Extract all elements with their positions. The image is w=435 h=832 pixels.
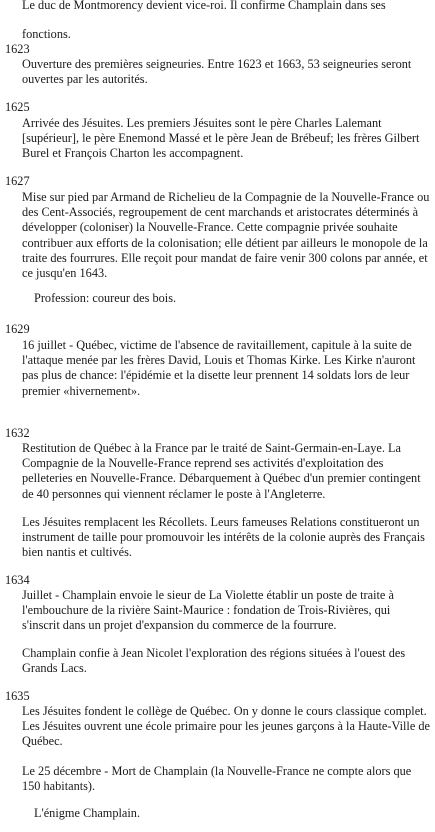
entry-paragraph: Champlain confie à Jean Nicolet l'exploration des régions situées à l'ouest des Grands Lacs. bbox=[22, 646, 406, 676]
entry-paragraph: Restitution de Québec à la France par le traité de Saint-Germain-en-Laye. La Compagnie de la Nouvelle-France reprend ses activités d'exploitation des pelleteries en Nouvelle-France. Débarquement à Québec d'un premier contingent de 40 personnes qui viennent réclamer le poste à l'Angleterre. bbox=[22, 441, 421, 501]
entry-paragraph: Mise sur pied par Armand de Richelieu de la Compagnie de la Nouvelle-France ou des Cent-Associés, regroupement de cent marchands et aristocrates déterminés à développer (coloniser) la Nouvelle-France. Cette compagnie privée souhaite contribuer aux efforts de la colonisation; elle détient par ailleurs le monopole de la traite des fourrures. Elle reçoit pour mandat de faire venir 300 colons par année, et ce jusqu'en 1643. bbox=[22, 190, 430, 281]
year-heading: 1625 bbox=[5, 100, 30, 114]
year-heading: 1632 bbox=[5, 426, 30, 440]
entry-paragraph: Le 25 décembre - Mort de Champlain (la Nouvelle-France ne compte alors que 150 habitants). bbox=[22, 764, 412, 794]
year-heading: 1627 bbox=[5, 174, 30, 188]
year-heading: 1623 bbox=[5, 42, 30, 56]
entry-note: Profession: coureur des bois. bbox=[34, 291, 177, 305]
entry-paragraph: Juillet - Champlain envoie le sieur de La Violette établir un poste de traite à l'embouchure de la rivière Saint-Maurice : fondation de Trois-Rivières, qui s'inscrit dans un projet d'expansion du commerce de la fourrure. bbox=[22, 588, 394, 633]
entry-paragraph: 16 juillet - Québec, victime de l'absence de ravitaillement, capitule à la suite de l'attaque menée par les frères David, Louis et Thomas Kirke. Les Kirke n'auront pas plus de chance: l'épidémie et la disette leur prennent 14 soldats lors de leur premier «hivernement». bbox=[22, 338, 416, 398]
entry-paragraph: Les Jésuites fondent le collège de Québec. On y donne le cours classique complet. Les Jésuites ouvrent une école primaire pour les jeunes garçons à la Haute-Ville de Québec. bbox=[22, 704, 430, 749]
entry-paragraph: Ouverture des premières seigneuries. Entre 1623 et 1663, 53 seigneuries seront ouvertes par les autorités. bbox=[22, 57, 412, 87]
year-heading: 1629 bbox=[5, 322, 30, 336]
intro-line-continued: fonctions. bbox=[22, 27, 71, 41]
year-heading: 1635 bbox=[5, 689, 30, 703]
entry-note: L'énigme Champlain. bbox=[34, 806, 141, 820]
year-heading: 1634 bbox=[5, 573, 30, 587]
intro-line: Le duc de Montmorency devient vice-roi. Il confirme Champlain dans ses bbox=[22, 0, 386, 12]
entry-paragraph: Les Jésuites remplacent les Récollets. Leurs fameuses Relations constitueront un instrument de taille pour promouvoir les intérêts de la colonie auprès des Français bien nantis et cultivés. bbox=[22, 515, 425, 560]
entry-paragraph: Arrivée des Jésuites. Les premiers Jésuites sont le père Charles Lalemant [supérieur], le père Enemond Massé et le père Jean de Brébeuf; les frères Gilbert Burel et François Charton les accompagnent. bbox=[22, 116, 420, 161]
